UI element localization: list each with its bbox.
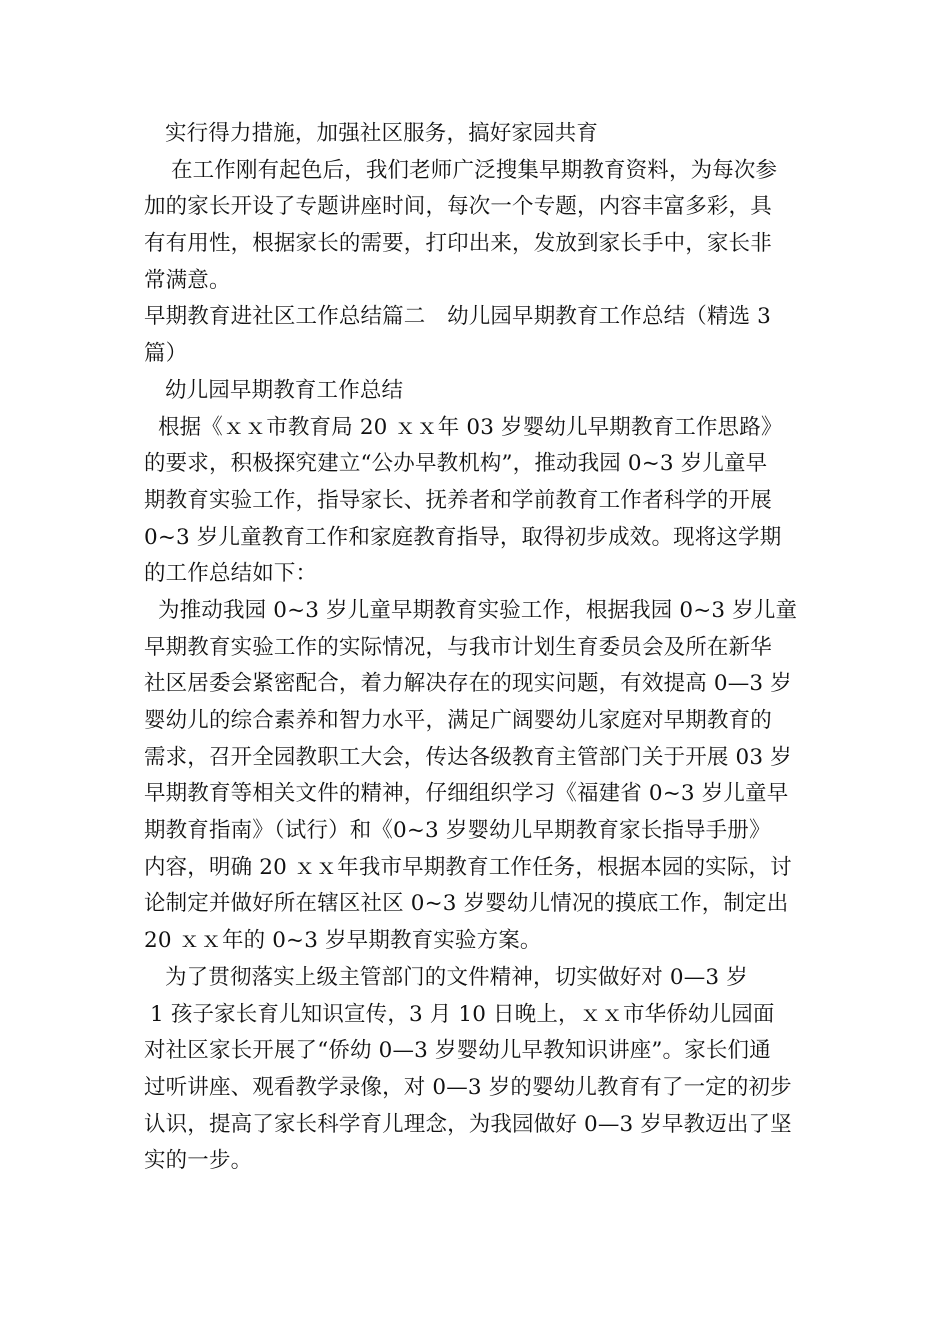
paragraph-line: 为了贯彻落实上级主管部门的文件精神，切实做好对 0—3 岁 bbox=[165, 964, 748, 990]
paragraph-line: 期教育指南》（试行）和《0~3 岁婴幼儿早期教育家长指导手册》 bbox=[144, 818, 771, 844]
paragraph-line: 有有用性，根据家长的需要，打印出来，发放到家长手中，家长非 bbox=[144, 231, 772, 257]
paragraph-line: 认识，提高了家长科学育儿理念，为我园做好 0—3 岁早教迈出了坚 bbox=[144, 1111, 792, 1137]
paragraph-line: 常满意。 bbox=[144, 267, 231, 293]
paragraph-line: 在工作刚有起色后，我们老师广泛搜集早期教育资料，为每次参 bbox=[171, 157, 778, 183]
paragraph-line: 论制定并做好所在辖区社区 0~3 岁婴幼儿情况的摸底工作，制定出 bbox=[144, 891, 789, 917]
paragraph-line: 0~3 岁儿童教育工作和家庭教育指导，取得初步成效。现将这学期 bbox=[144, 524, 782, 550]
paragraph-line: 早期教育等相关文件的精神，仔细组织学习《福建省 0~3 岁儿童早 bbox=[144, 781, 789, 807]
article-title: 早期教育进社区工作总结篇二 幼儿园早期教育工作总结（精选 3 bbox=[144, 304, 772, 330]
document-body bbox=[144, 116, 812, 1180]
paragraph-line: 加的家长开设了专题讲座时间，每次一个专题，内容丰富多彩，具 bbox=[144, 194, 772, 220]
paragraph-line: 的要求，积极探究建立“公办早教机构”，推动我园 0~3 岁儿童早 bbox=[144, 451, 768, 477]
paragraph-line: 的工作总结如下： bbox=[144, 561, 318, 587]
paragraph-line: 根据《ｘｘ市教育局 20 ｘｘ年 03 岁婴幼儿早期教育工作思路》 bbox=[158, 414, 783, 440]
paragraph-line: 对社区家长开展了“侨幼 0—3 岁婴幼儿早教知识讲座”。家长们通 bbox=[144, 1038, 771, 1064]
paragraph-line: 期教育实验工作，指导家长、抚养者和学前教育工作者科学的开展 bbox=[144, 487, 772, 513]
paragraph-line: 过听讲座、观看教学录像，对 0—3 岁的婴幼儿教育有了一定的初步 bbox=[144, 1074, 792, 1100]
paragraph-line: 社区居委会紧密配合，着力解决存在的现实问题，有效提高 0—3 岁 bbox=[144, 671, 792, 697]
paragraph-line: 需求，召开全园教职工大会，传达各级教育主管部门关于开展 03 岁 bbox=[144, 744, 792, 770]
paragraph-line: 早期教育实验工作的实际情况，与我市计划生育委员会及所在新华 bbox=[144, 634, 772, 660]
subtitle: 幼儿园早期教育工作总结 bbox=[165, 377, 404, 403]
paragraph-line: 1 孩子家长育儿知识宣传，3 月 10 日晚上，ｘｘ市华侨幼儿园面 bbox=[150, 1001, 775, 1027]
section-heading: 实行得力措施，加强社区服务，搞好家园共育 bbox=[165, 121, 599, 146]
paragraph-line: 实的一步。 bbox=[144, 1148, 253, 1174]
article-title: 篇） bbox=[144, 341, 188, 367]
paragraph-line: 为推动我园 0~3 岁儿童早期教育实验工作，根据我园 0~3 岁儿童 bbox=[158, 597, 798, 623]
paragraph-line: 婴幼儿的综合素养和智力水平，满足广阔婴幼儿家庭对早期教育的 bbox=[144, 708, 772, 733]
paragraph-line: 内容，明确 20 ｘｘ年我市早期教育工作任务，根据本园的实际，讨 bbox=[144, 854, 792, 880]
paragraph-line: 20 ｘｘ年的 0~3 岁早期教育实验方案。 bbox=[144, 928, 542, 954]
